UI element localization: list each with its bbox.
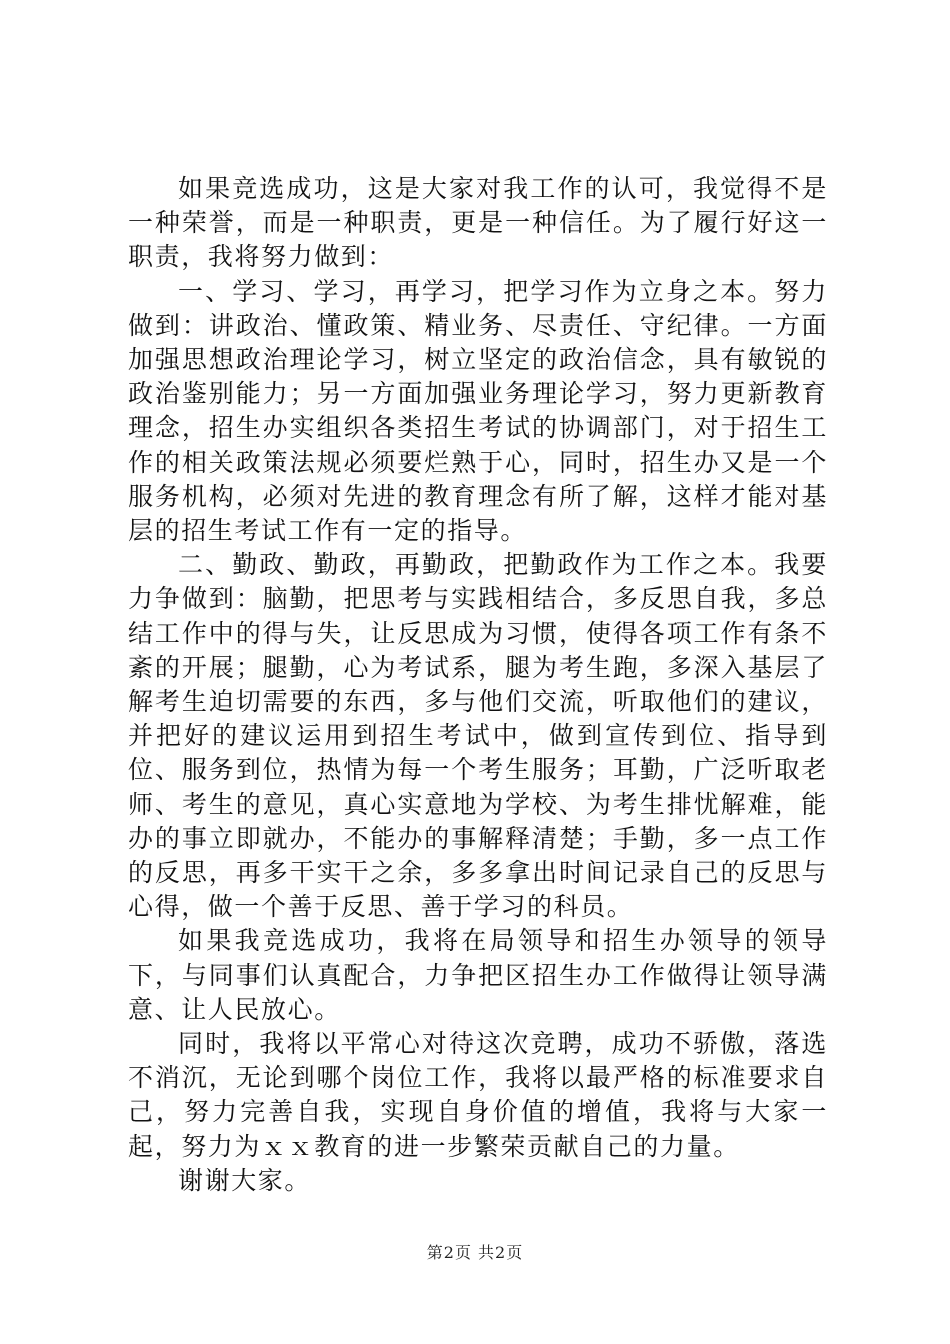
paragraph-diligence: 二、勤政、勤政，再勤政，把勤政作为工作之本。我要力争做到：脑勤，把思考与实践相结合，多反思自我，多总结工作中的得与失，让反思成为习惯，使得各项工作有条不紊的开展；腿勤，心为考试系，腿为考生跑，多深入基层了解考生迫切需要的东西，多与他们交流，听取他们的建议，并把好的建议运用到招生考试中，做到宣传到位、指导到位、服务到位，热情为每一个考生服务；耳勤，广泛听取老师、考生的意见，真心实意地为学校、为考生排忧解难，能办的事立即就办，不能办的事解释清楚；手勤，多一点工作的反思，再多干实干之余，多多拿出时间记录自己的反思与心得，做一个善于反思、善于学习的科员。 (128, 550, 828, 922)
document-body (128, 172, 828, 1198)
page-footer: 第2页 共2页 (426, 1243, 524, 1262)
paragraph-if-elected: 如果我竞选成功，我将在局领导和招生办领导的领导下，与同事们认真配合，力争把区招生办工作做得让领导满意、让人民放心。 (128, 926, 828, 1024)
paragraph-intro: 如果竞选成功，这是大家对我工作的认可，我觉得不是一种荣誉，而是一种职责，更是一种信任。为了履行好这一职责，我将努力做到： (128, 174, 828, 272)
paragraph-attitude: 同时，我将以平常心对待这次竞聘，成功不骄傲，落选不消沉，无论到哪个岗位工作，我将以最严格的标准要求自己，努力完善自我，实现自身价值的增值，我将与大家一起，努力为ｘｘ教育的进一步繁荣贡献自己的力量。 (128, 1029, 828, 1161)
paragraph-study: 一、学习、学习，再学习，把学习作为立身之本。努力做到：讲政治、懂政策、精业务、尽责任、守纪律。一方面加强思想政治理论学习，树立坚定的政治信念，具有敏锐的政治鉴别能力；另一方面加强业务理论学习，努力更新教育理念，招生办实组织各类招生考试的协调部门，对于招生工作的相关政策法规必须要烂熟于心，同时，招生办又是一个服务机构，必须对先进的教育理念有所了解，这样才能对基层的招生考试工作有一定的指导。 (128, 276, 828, 546)
paragraph-thanks: 谢谢大家。 (178, 1165, 312, 1195)
